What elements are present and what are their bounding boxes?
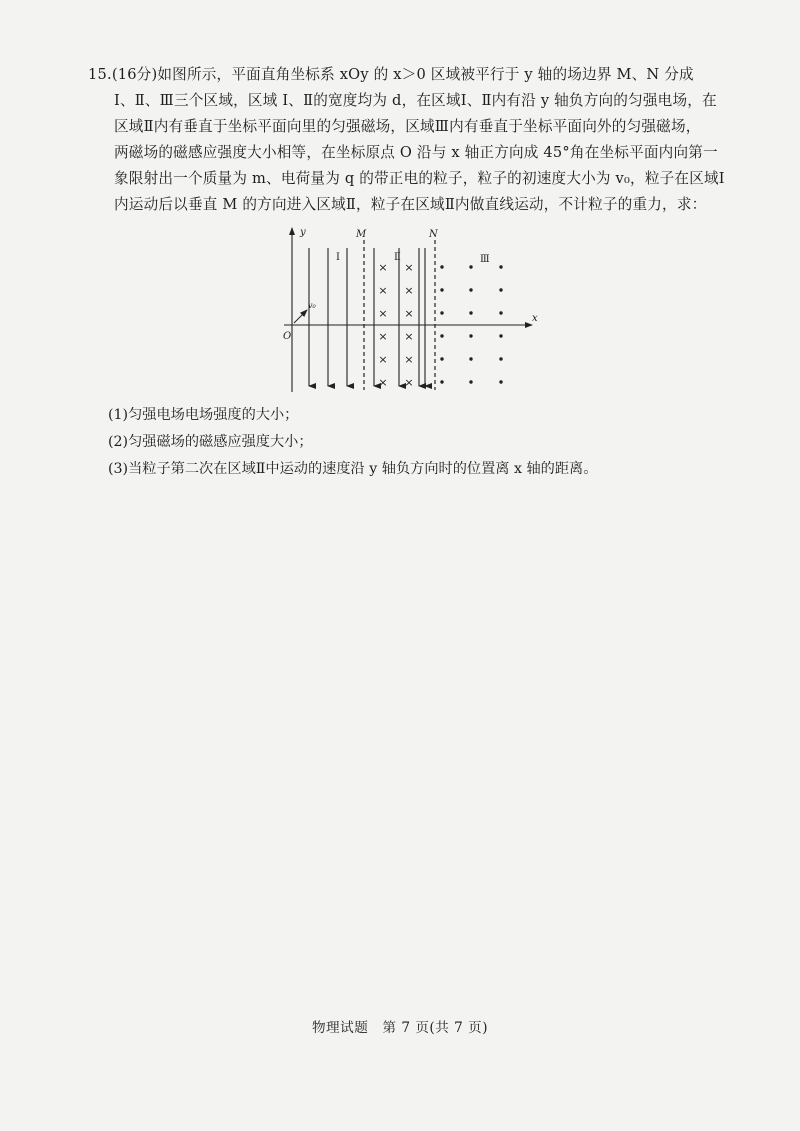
cross-symbol: × xyxy=(404,330,414,343)
dot-symbol xyxy=(499,311,502,314)
question-line-4: 两磁场的磁感应强度大小相等，在坐标原点 O 沿与 x 轴正方向成 45°角在坐标平面内向第一 xyxy=(114,144,718,161)
cross-symbol: × xyxy=(404,307,414,320)
sub-question-1: (1)匀强电场电场强度的大小； xyxy=(108,407,299,423)
boundary-m-label: M xyxy=(356,229,367,240)
dot-symbol xyxy=(440,380,443,383)
question-line-5: 象限射出一个质量为 m、电荷量为 q 的带正电的粒子，粒子的初速度大小为 v₀，粒子在区域Ⅰ xyxy=(114,170,725,187)
cross-symbol: × xyxy=(378,353,388,366)
page-footer: 物理试题 第 7 页(共 7 页) xyxy=(311,1020,489,1036)
dot-symbol xyxy=(440,334,443,337)
region-2-label: Ⅱ xyxy=(394,252,401,263)
cross-symbol: × xyxy=(404,376,414,389)
sub-question-2: (2)匀强磁场的磁感应强度大小； xyxy=(108,434,313,450)
question-line-1: 15.(16分)如图所示，平面直角坐标系 xOy 的 x＞0 区域被平行于 y 轴的场边界 M、N 分成 xyxy=(88,66,694,83)
question-number: 15. xyxy=(88,66,112,83)
initial-velocity-arrow xyxy=(294,310,307,323)
question-line-6: 内运动后以垂直 M 的方向进入区域Ⅱ，粒子在区域Ⅱ内做直线运动，不计粒子的重力，求： xyxy=(114,196,707,213)
cross-symbol: × xyxy=(404,284,414,297)
cross-symbol: × xyxy=(378,307,388,320)
cross-symbol: × xyxy=(404,261,414,274)
cross-symbol: × xyxy=(404,353,414,366)
dot-symbol xyxy=(440,288,443,291)
dot-symbol xyxy=(499,288,502,291)
dot-symbol xyxy=(469,288,472,291)
dot-symbol xyxy=(440,265,443,268)
y-axis-label: y xyxy=(300,227,306,238)
dot-symbol xyxy=(469,380,472,383)
dot-symbol xyxy=(440,311,443,314)
dot-symbol xyxy=(499,357,502,360)
dot-symbol xyxy=(499,265,502,268)
question-line-2: Ⅰ、Ⅱ、Ⅲ三个区域，区域 Ⅰ、Ⅱ的宽度均为 d，在区域Ⅰ、Ⅱ内有沿 y 轴负方向的匀强电场，在 xyxy=(114,92,717,109)
origin-label: O xyxy=(283,331,292,342)
dot-symbol xyxy=(469,265,472,268)
boundary-n-label: N xyxy=(429,229,438,240)
region-1-label: Ⅰ xyxy=(336,252,340,263)
question-15 xyxy=(88,62,724,218)
x-axis-label: x xyxy=(532,313,538,324)
dot-symbol xyxy=(469,357,472,360)
cross-symbol: × xyxy=(378,330,388,343)
dot-symbol xyxy=(469,334,472,337)
question-line-3: 区域Ⅱ内有垂直于坐标平面向里的匀强磁场，区域Ⅲ内有垂直于坐标平面向外的匀强磁场， xyxy=(114,118,701,135)
field-diagram-svg xyxy=(270,222,560,402)
dot-symbol xyxy=(469,311,472,314)
field-diagram xyxy=(270,222,560,402)
cross-symbol: × xyxy=(378,284,388,297)
dot-symbol xyxy=(440,357,443,360)
sub-question-3: (3)当粒子第二次在区域Ⅱ中运动的速度沿 y 轴负方向时的位置离 x 轴的距离。 xyxy=(108,461,598,477)
cross-symbol: × xyxy=(378,376,388,389)
dot-symbol xyxy=(499,334,502,337)
velocity-label: v₀ xyxy=(308,301,316,310)
cross-symbol: × xyxy=(378,261,388,274)
region-3-label: Ⅲ xyxy=(480,254,490,265)
dot-symbol xyxy=(499,380,502,383)
